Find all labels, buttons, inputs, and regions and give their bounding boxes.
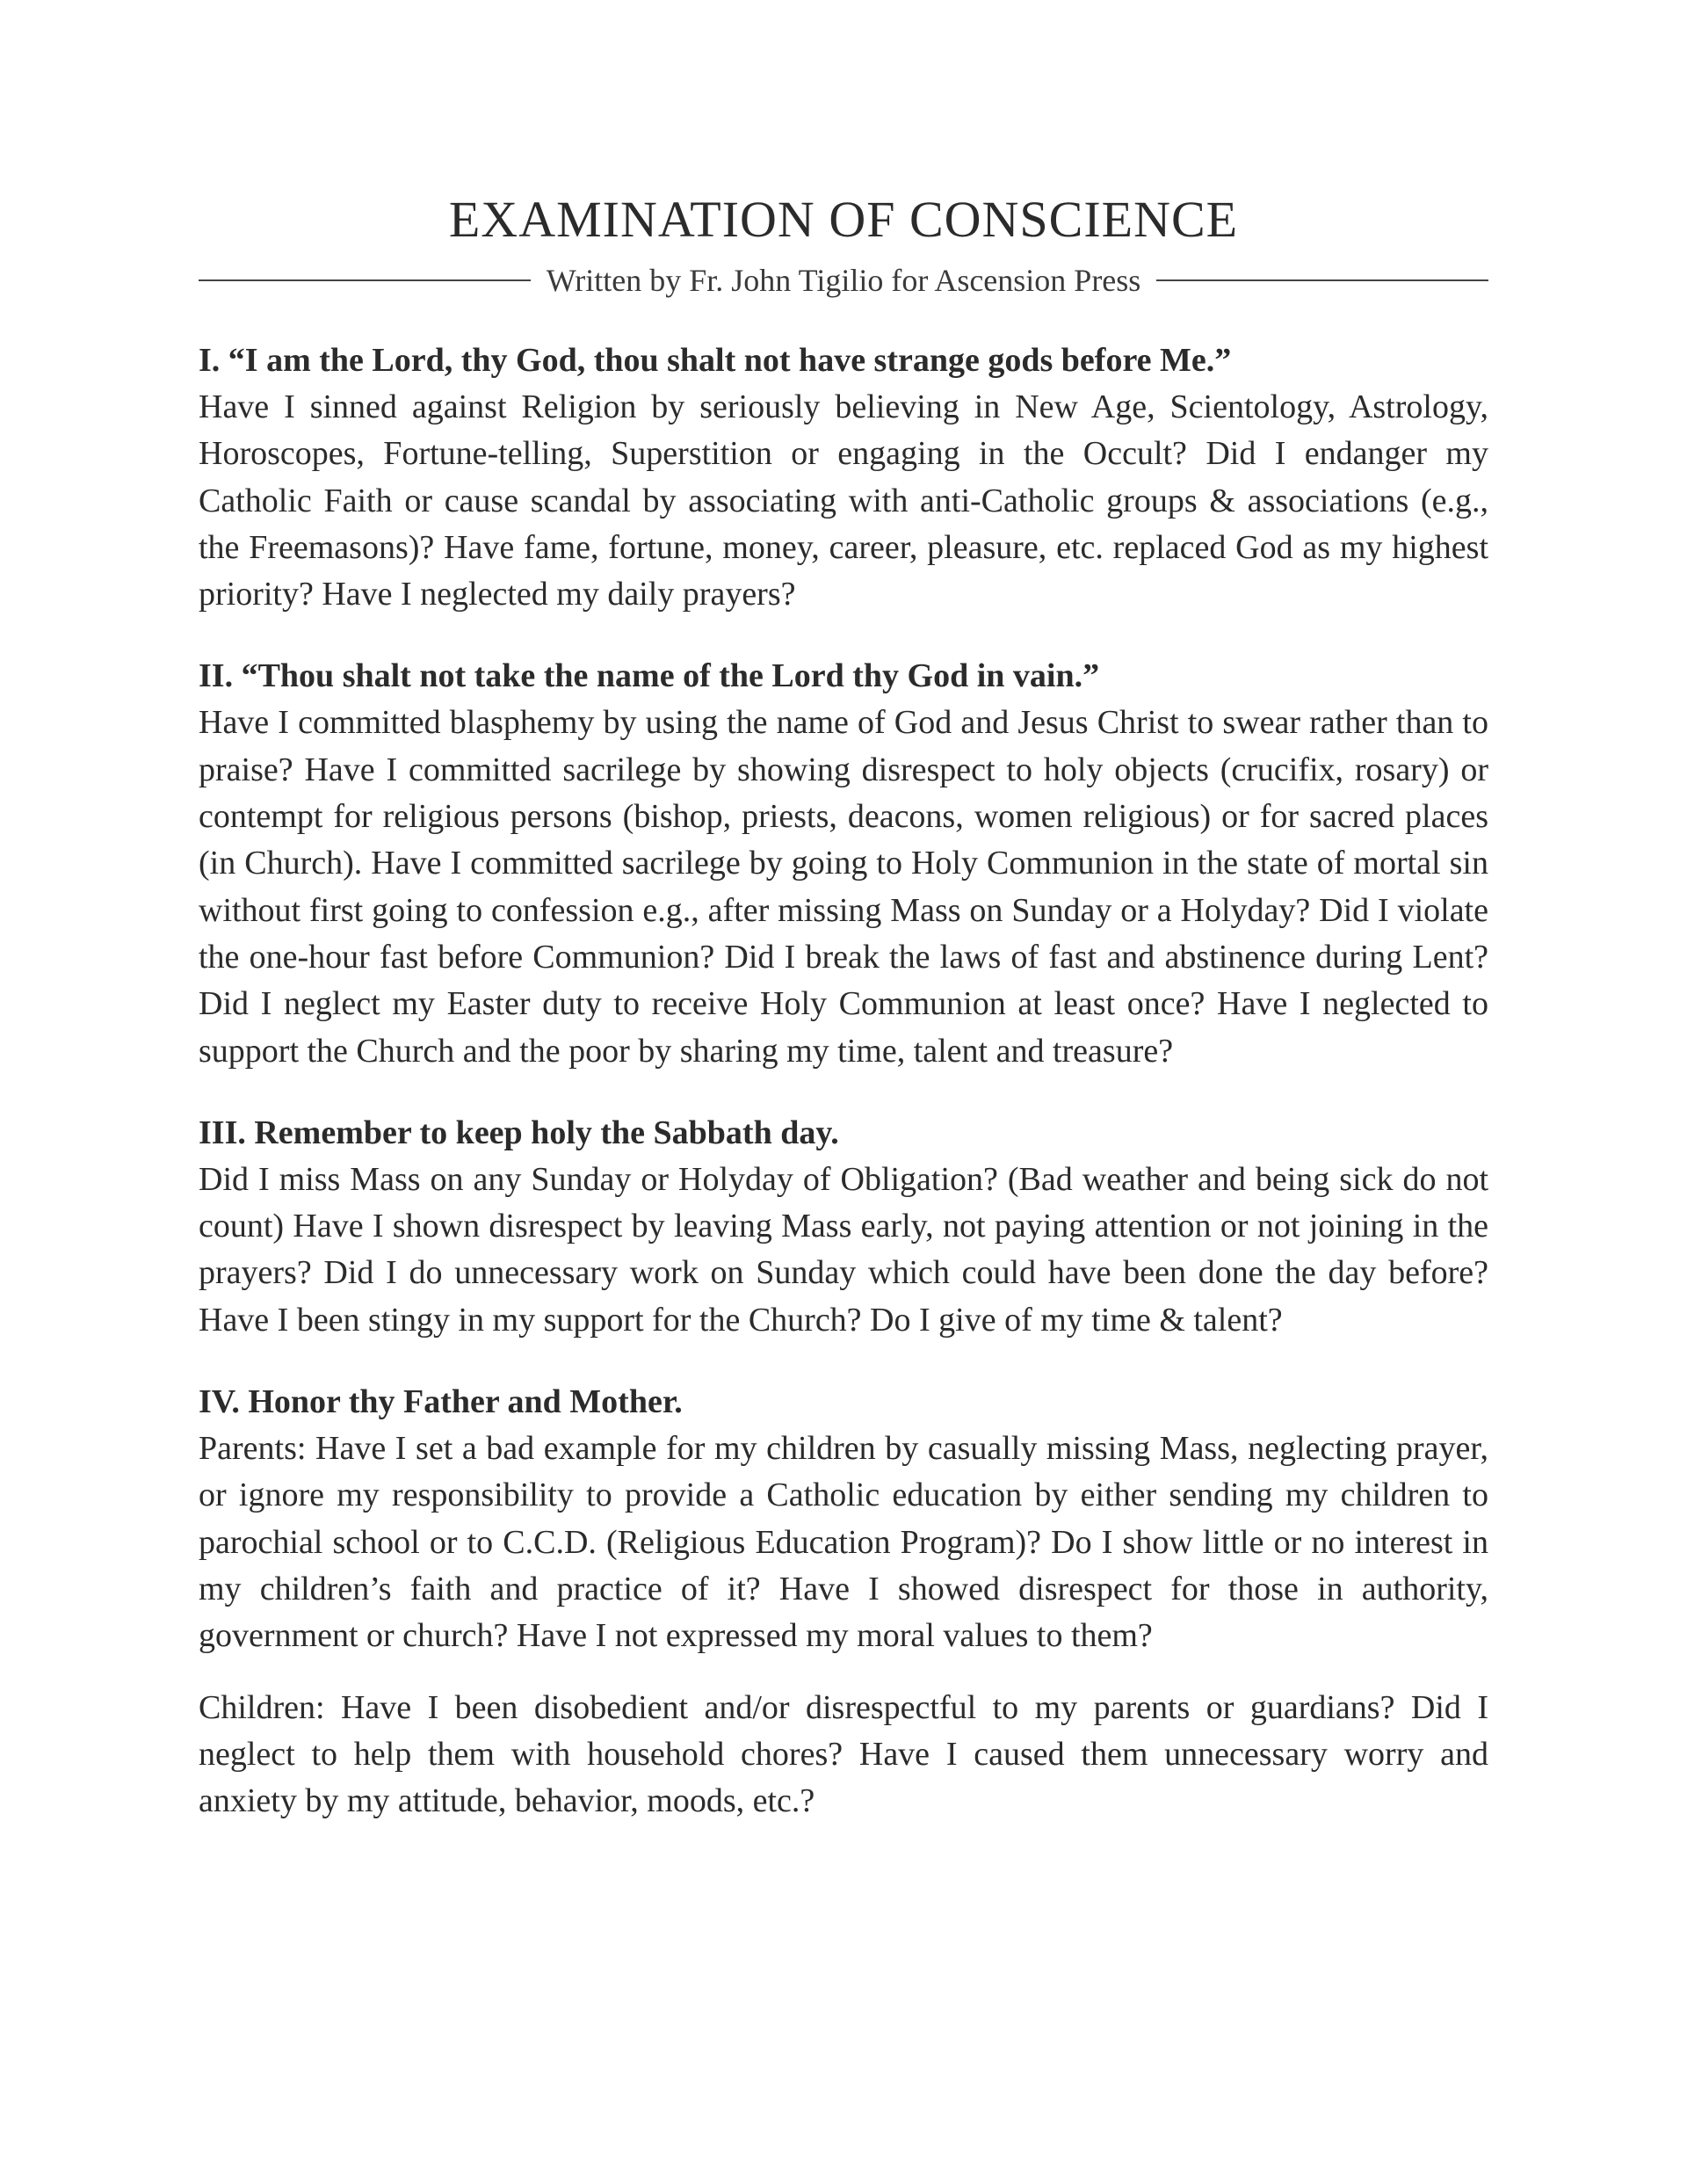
section-commandment-3: [199, 1110, 1488, 1344]
section-paragraph: Did I miss Mass on any Sunday or Holyday of Obligation? (Bad weather and being sick do not count) Have I shown disrespect by leaving Mass early, not paying attention or not joining in the prayers? Did I do unnecessary work on Sunday which could have been done the day before? Have I been stingy in my support for the Church? Do I give of my time & talent?: [199, 1160, 1488, 1339]
section-commandment-1: [199, 337, 1488, 618]
section-heading: III. Remember to keep holy the Sabbath day.: [199, 1114, 839, 1151]
right-rule-divider: [1156, 279, 1488, 281]
section-heading: I. “I am the Lord, thy God, thou shalt not have strange gods before Me.”: [199, 342, 1232, 379]
section-paragraph: Have I sinned against Religion by seriously believing in New Age, Scientology, Astrology, Horoscopes, Fortune-telling, Superstition or engaging in the Occult? Did I endanger my Catholic Faith or cause scandal by associating with anti-Catholic groups & associations (e.g., the Freemasons)? Have fame, fortune, money, career, pleasure, etc. replaced God as my highest priority? Have I neglected my daily prayers?: [199, 388, 1488, 613]
byline-row: [199, 257, 1488, 304]
section-paragraph-parents: Parents: Have I set a bad example for my children by casually missing Mass, neglecting prayer, or ignore my responsibility to provide a Catholic education by either sending my children to parochial school or to C.C.D. (Religious Education Program)? Do I show little or no interest in my children’s faith and practice of it? Have I showed disrespect for those in authority, government or church? Have I not expressed my moral values to them?: [199, 1430, 1488, 1655]
section-paragraph: Have I committed blasphemy by using the name of God and Jesus Christ to swear rather than to praise? Have I committed sacrilege by showing disrespect to holy objects (crucifix, rosary) or contempt for religious persons (bishop, priests, deacons, women religious) or for sacred places (in Church). Have I committed sacrilege by going to Holy Communion in the state of mortal sin without first going to confession e.g., after missing Mass on Sunday or a Holyday? Did I violate the one-hour fast before Communion? Did I break the laws of fast and abstinence during Lent? Did I neglect my Easter duty to receive Holy Communion at least once? Have I neglected to support the Church and the poor by sharing my time, talent and treasure?: [199, 704, 1488, 1070]
document-page: [199, 185, 1488, 1825]
section-heading: II. “Thou shalt not take the name of the Lord thy God in vain.”: [199, 657, 1100, 695]
section-heading: IV. Honor thy Father and Mother.: [199, 1383, 683, 1421]
section-commandment-4: [199, 1379, 1488, 1825]
section-commandment-2: [199, 653, 1488, 1074]
document-title: EXAMINATION OF CONSCIENCE: [448, 191, 1239, 248]
left-rule-divider: [199, 279, 531, 281]
section-paragraph-children: Children: Have I been disobedient and/or disrespectful to my parents or guardians? Did I neglect to help them with household chores? Have I caused them unnecessary worry and anxiety by my attitude, behavior, moods, etc.?: [199, 1688, 1488, 1820]
byline: Written by Fr. John Tigilio for Ascension Press: [546, 263, 1141, 298]
